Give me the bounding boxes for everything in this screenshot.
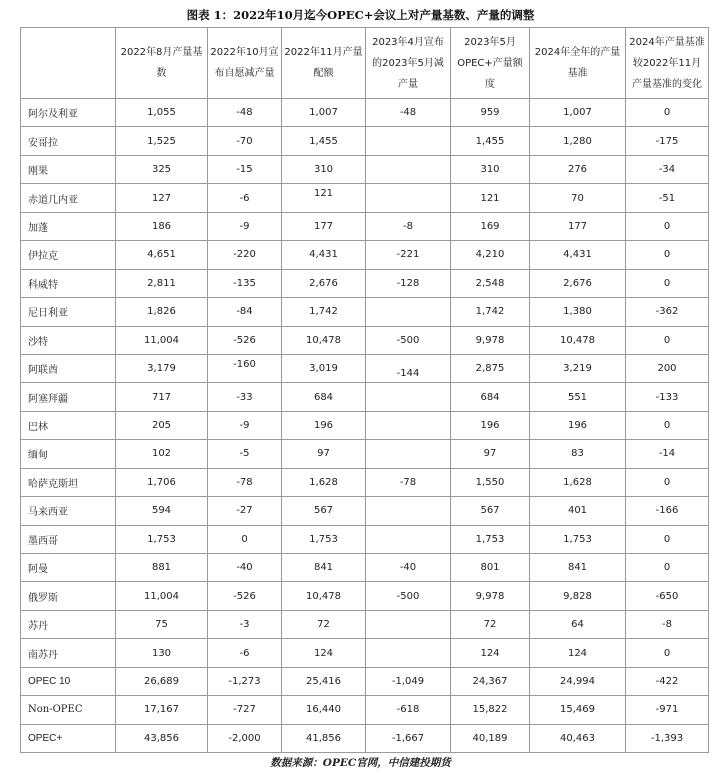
cell-2024-baseline: 1,628 [530, 468, 626, 496]
cell-may-2023-quota: 1,753 [451, 525, 530, 553]
cell-2024-baseline: 401 [530, 497, 626, 525]
cell-2024-baseline: 124 [530, 639, 626, 667]
header-may-2023-quota: 2023年5月OPEC+产量额度 [451, 28, 530, 99]
cell-aug-2022-baseline: 127 [116, 184, 208, 212]
cell-may-2023-quota: 72 [451, 610, 530, 638]
cell-may-2023-quota: 959 [451, 99, 530, 127]
cell-2024-change: 0 [626, 525, 709, 553]
table-row [21, 724, 709, 752]
header-row [21, 28, 709, 99]
cell-may-2023-cut [366, 411, 451, 439]
country-name: 哈萨克斯坦 [21, 468, 116, 496]
header-may-2023-cut: 2023年4月宣布的2023年5月减产量 [366, 28, 451, 99]
cell-2024-baseline: 10,478 [530, 326, 626, 354]
cell-aug-2022-baseline: 205 [116, 411, 208, 439]
cell-2024-baseline: 1,753 [530, 525, 626, 553]
table-row [21, 554, 709, 582]
cell-may-2023-quota: 567 [451, 497, 530, 525]
cell-2024-baseline: 276 [530, 155, 626, 183]
table-row [21, 440, 709, 468]
cell-nov-2022-quota: 16,440 [282, 696, 366, 724]
cell-may-2023-quota: 1,455 [451, 127, 530, 155]
cell-2024-change: -422 [626, 667, 709, 695]
cell-2024-baseline: 64 [530, 610, 626, 638]
cell-oct-2022-cut: -33 [208, 383, 282, 411]
cell-may-2023-quota: 97 [451, 440, 530, 468]
figure-title: 图表 1：2022年10月迄今OPEC+会议上对产量基数、产量的调整 [186, 8, 535, 22]
cell-aug-2022-baseline: 2,811 [116, 269, 208, 297]
cell-2024-change: -133 [626, 383, 709, 411]
cell-may-2023-cut: -618 [366, 696, 451, 724]
cell-may-2023-cut [366, 610, 451, 638]
header-oct-2022-cut: 2022年10月宣布自愿减产量 [208, 28, 282, 99]
country-name: 缅甸 [21, 440, 116, 468]
cell-2024-change: -166 [626, 497, 709, 525]
cell-2024-baseline: 1,380 [530, 298, 626, 326]
cell-oct-2022-cut: -160 [208, 354, 282, 382]
cell-2024-baseline: 841 [530, 554, 626, 582]
data-source-note: 数据来源：OPEC官网，中信建投期货 [270, 757, 451, 769]
table-row [21, 525, 709, 553]
cell-aug-2022-baseline: 26,689 [116, 667, 208, 695]
cell-oct-2022-cut: -2,000 [208, 724, 282, 752]
cell-may-2023-cut [366, 383, 451, 411]
cell-2024-baseline: 551 [530, 383, 626, 411]
cell-nov-2022-quota: 310 [282, 155, 366, 183]
cell-may-2023-quota: 2,548 [451, 269, 530, 297]
cell-may-2023-cut: -128 [366, 269, 451, 297]
cell-2024-change: -971 [626, 696, 709, 724]
cell-may-2023-cut [366, 497, 451, 525]
country-name: 马来西亚 [21, 497, 116, 525]
cell-2024-change: 0 [626, 326, 709, 354]
country-name: 安哥拉 [21, 127, 116, 155]
cell-2024-baseline: 2,676 [530, 269, 626, 297]
cell-aug-2022-baseline: 1,525 [116, 127, 208, 155]
cell-may-2023-cut [366, 298, 451, 326]
cell-may-2023-cut [366, 639, 451, 667]
cell-aug-2022-baseline: 1,753 [116, 525, 208, 553]
cell-2024-change: 0 [626, 468, 709, 496]
country-name: 俄罗斯 [21, 582, 116, 610]
cell-may-2023-quota: 4,210 [451, 241, 530, 269]
cell-oct-2022-cut: -1,273 [208, 667, 282, 695]
cell-aug-2022-baseline: 102 [116, 440, 208, 468]
cell-nov-2022-quota: 25,416 [282, 667, 366, 695]
cell-2024-baseline: 40,463 [530, 724, 626, 752]
cell-nov-2022-quota: 1,007 [282, 99, 366, 127]
cell-oct-2022-cut: -78 [208, 468, 282, 496]
cell-nov-2022-quota: 1,742 [282, 298, 366, 326]
table-row [21, 667, 709, 695]
table-row [21, 269, 709, 297]
cell-2024-change: -51 [626, 184, 709, 212]
cell-oct-2022-cut: -526 [208, 582, 282, 610]
cell-oct-2022-cut: -6 [208, 639, 282, 667]
cell-aug-2022-baseline: 3,179 [116, 354, 208, 382]
table-row [21, 155, 709, 183]
cell-2024-change: 0 [626, 411, 709, 439]
cell-2024-baseline: 177 [530, 212, 626, 240]
country-name: 沙特 [21, 326, 116, 354]
cell-nov-2022-quota: 3,019 [282, 354, 366, 382]
country-name: 刚果 [21, 155, 116, 183]
country-name: Non-OPEC [21, 696, 116, 724]
table-row [21, 298, 709, 326]
cell-may-2023-cut: -48 [366, 99, 451, 127]
table-row [21, 241, 709, 269]
country-name: 尼日利亚 [21, 298, 116, 326]
cell-2024-baseline: 15,469 [530, 696, 626, 724]
header-nov-2022-quota: 2022年11月产量配额 [282, 28, 366, 99]
cell-may-2023-quota: 196 [451, 411, 530, 439]
cell-oct-2022-cut: -526 [208, 326, 282, 354]
cell-2024-baseline: 1,007 [530, 99, 626, 127]
cell-may-2023-cut: -500 [366, 326, 451, 354]
cell-oct-2022-cut: 0 [208, 525, 282, 553]
cell-2024-baseline: 3,219 [530, 354, 626, 382]
cell-nov-2022-quota: 4,431 [282, 241, 366, 269]
cell-oct-2022-cut: -9 [208, 212, 282, 240]
cell-nov-2022-quota: 1,455 [282, 127, 366, 155]
cell-oct-2022-cut: -9 [208, 411, 282, 439]
cell-2024-baseline: 196 [530, 411, 626, 439]
cell-aug-2022-baseline: 1,826 [116, 298, 208, 326]
cell-may-2023-cut: -1,049 [366, 667, 451, 695]
cell-2024-baseline: 9,828 [530, 582, 626, 610]
country-name: OPEC 10 [21, 667, 116, 695]
cell-may-2023-cut: -40 [366, 554, 451, 582]
country-name: 阿联酋 [21, 354, 116, 382]
cell-2024-change: -175 [626, 127, 709, 155]
table-row [21, 468, 709, 496]
header-country [21, 28, 116, 99]
cell-2024-baseline: 24,994 [530, 667, 626, 695]
cell-oct-2022-cut: -84 [208, 298, 282, 326]
cell-oct-2022-cut: -48 [208, 99, 282, 127]
table-row [21, 696, 709, 724]
table-row [21, 383, 709, 411]
cell-2024-change: 0 [626, 269, 709, 297]
cell-nov-2022-quota: 2,676 [282, 269, 366, 297]
country-name: 苏丹 [21, 610, 116, 638]
cell-may-2023-cut: -500 [366, 582, 451, 610]
cell-aug-2022-baseline: 1,055 [116, 99, 208, 127]
cell-aug-2022-baseline: 881 [116, 554, 208, 582]
cell-may-2023-quota: 40,189 [451, 724, 530, 752]
cell-oct-2022-cut: -5 [208, 440, 282, 468]
table-row [21, 497, 709, 525]
cell-may-2023-cut: -1,667 [366, 724, 451, 752]
cell-may-2023-cut [366, 440, 451, 468]
cell-2024-change: 0 [626, 241, 709, 269]
cell-may-2023-quota: 801 [451, 554, 530, 582]
cell-aug-2022-baseline: 17,167 [116, 696, 208, 724]
cell-aug-2022-baseline: 11,004 [116, 326, 208, 354]
cell-nov-2022-quota: 684 [282, 383, 366, 411]
country-name: 阿塞拜疆 [21, 383, 116, 411]
cell-2024-baseline: 70 [530, 184, 626, 212]
cell-may-2023-quota: 1,550 [451, 468, 530, 496]
cell-aug-2022-baseline: 4,651 [116, 241, 208, 269]
cell-may-2023-quota: 124 [451, 639, 530, 667]
country-name: 赤道几内亚 [21, 184, 116, 212]
opec-adjustment-table [20, 27, 709, 753]
cell-aug-2022-baseline: 130 [116, 639, 208, 667]
table-row [21, 610, 709, 638]
table-row [21, 354, 709, 382]
country-name: 阿尔及利亚 [21, 99, 116, 127]
cell-may-2023-quota: 24,367 [451, 667, 530, 695]
cell-nov-2022-quota: 41,856 [282, 724, 366, 752]
cell-oct-2022-cut: -6 [208, 184, 282, 212]
cell-2024-change: -8 [626, 610, 709, 638]
cell-2024-change: 0 [626, 554, 709, 582]
cell-may-2023-quota: 684 [451, 383, 530, 411]
cell-nov-2022-quota: 10,478 [282, 326, 366, 354]
cell-nov-2022-quota: 121 [282, 184, 366, 212]
cell-oct-2022-cut: -40 [208, 554, 282, 582]
cell-aug-2022-baseline: 186 [116, 212, 208, 240]
cell-nov-2022-quota: 97 [282, 440, 366, 468]
cell-nov-2022-quota: 177 [282, 212, 366, 240]
cell-2024-change: 0 [626, 99, 709, 127]
cell-aug-2022-baseline: 594 [116, 497, 208, 525]
country-name: 阿曼 [21, 554, 116, 582]
cell-2024-change: 0 [626, 212, 709, 240]
cell-2024-change: -650 [626, 582, 709, 610]
cell-may-2023-cut [366, 127, 451, 155]
cell-may-2023-quota: 310 [451, 155, 530, 183]
table-row [21, 99, 709, 127]
table-row [21, 184, 709, 212]
cell-may-2023-quota: 9,978 [451, 326, 530, 354]
country-name: 科威特 [21, 269, 116, 297]
cell-2024-baseline: 83 [530, 440, 626, 468]
table-row [21, 326, 709, 354]
cell-may-2023-quota: 2,875 [451, 354, 530, 382]
cell-may-2023-cut: -221 [366, 241, 451, 269]
cell-2024-change: -14 [626, 440, 709, 468]
table-row [21, 639, 709, 667]
cell-2024-change: 200 [626, 354, 709, 382]
cell-may-2023-quota: 169 [451, 212, 530, 240]
cell-oct-2022-cut: -220 [208, 241, 282, 269]
cell-2024-change: -362 [626, 298, 709, 326]
cell-may-2023-cut: -144 [366, 354, 451, 382]
cell-may-2023-quota: 1,742 [451, 298, 530, 326]
header-2024-baseline: 2024年全年的产量基准 [530, 28, 626, 99]
country-name: OPEC+ [21, 724, 116, 752]
table-row [21, 212, 709, 240]
country-name: 伊拉克 [21, 241, 116, 269]
cell-nov-2022-quota: 10,478 [282, 582, 366, 610]
cell-aug-2022-baseline: 717 [116, 383, 208, 411]
cell-oct-2022-cut: -727 [208, 696, 282, 724]
cell-2024-change: -1,393 [626, 724, 709, 752]
cell-oct-2022-cut: -3 [208, 610, 282, 638]
cell-2024-change: -34 [626, 155, 709, 183]
cell-2024-baseline: 1,280 [530, 127, 626, 155]
cell-oct-2022-cut: -15 [208, 155, 282, 183]
cell-2024-baseline: 4,431 [530, 241, 626, 269]
cell-2024-change: 0 [626, 639, 709, 667]
cell-may-2023-cut: -78 [366, 468, 451, 496]
cell-may-2023-cut [366, 155, 451, 183]
country-name: 加蓬 [21, 212, 116, 240]
cell-aug-2022-baseline: 75 [116, 610, 208, 638]
cell-nov-2022-quota: 124 [282, 639, 366, 667]
table-row [21, 127, 709, 155]
cell-nov-2022-quota: 72 [282, 610, 366, 638]
table-row [21, 582, 709, 610]
cell-may-2023-quota: 121 [451, 184, 530, 212]
cell-may-2023-quota: 9,978 [451, 582, 530, 610]
table-row [21, 411, 709, 439]
cell-may-2023-quota: 15,822 [451, 696, 530, 724]
cell-nov-2022-quota: 841 [282, 554, 366, 582]
cell-nov-2022-quota: 196 [282, 411, 366, 439]
cell-oct-2022-cut: -70 [208, 127, 282, 155]
cell-oct-2022-cut: -27 [208, 497, 282, 525]
cell-aug-2022-baseline: 1,706 [116, 468, 208, 496]
cell-aug-2022-baseline: 43,856 [116, 724, 208, 752]
country-name: 巴林 [21, 411, 116, 439]
cell-nov-2022-quota: 1,628 [282, 468, 366, 496]
country-name: 南苏丹 [21, 639, 116, 667]
country-name: 墨西哥 [21, 525, 116, 553]
cell-nov-2022-quota: 1,753 [282, 525, 366, 553]
cell-nov-2022-quota: 567 [282, 497, 366, 525]
cell-oct-2022-cut: -135 [208, 269, 282, 297]
header-2024-change: 2024年产量基准较2022年11月产量基准的变化 [626, 28, 709, 99]
header-aug-2022-baseline: 2022年8月产量基数 [116, 28, 208, 99]
cell-may-2023-cut [366, 525, 451, 553]
cell-aug-2022-baseline: 11,004 [116, 582, 208, 610]
cell-aug-2022-baseline: 325 [116, 155, 208, 183]
cell-may-2023-cut: -8 [366, 212, 451, 240]
cell-may-2023-cut [366, 184, 451, 212]
